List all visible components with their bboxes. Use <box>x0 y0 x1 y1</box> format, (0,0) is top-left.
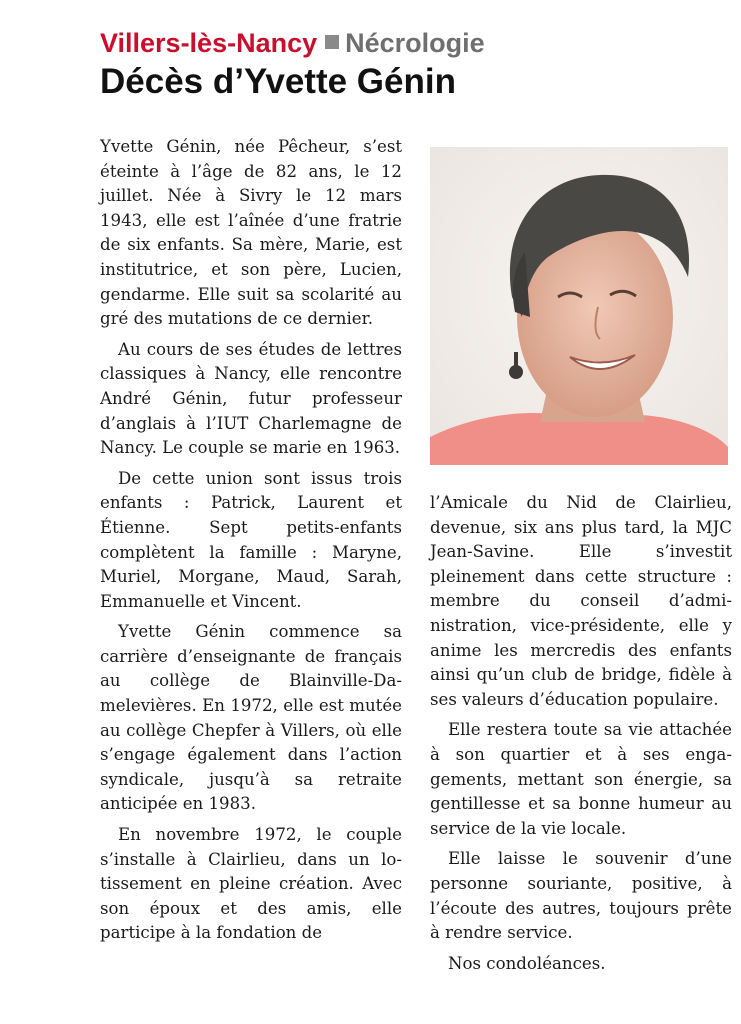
article-paragraph: Elle laisse le souvenir d’une personne souriante, positive, à l’écoute des autres, toujours prête à rendre service. <box>430 849 732 943</box>
article-paragraph: Au cours de ses études de lettres classiques à Nancy, elle rencontre André Génin, futur professeur d’anglais à l’IUT Charlemagne de Nancy. Le couple se marie en 1963. <box>100 339 402 458</box>
location-label: Villers-lès-Nancy <box>100 28 318 58</box>
rubric-label: Nécrologie <box>345 28 485 58</box>
separator-square-icon <box>325 35 339 49</box>
article-column-right <box>430 491 732 982</box>
article-column-left <box>100 135 402 952</box>
portrait-image <box>430 147 728 465</box>
article-paragraph: Elle restera toute sa vie attachée à son quartier et à ses engagements, mettant son énergie, sa gentillesse et sa bonne humeur au service de la vie locale. <box>430 720 732 838</box>
article-paragraph: En novembre 1972, le couple s’installe à Clairlieu, dans un lotissement en pleine création. Avec son époux et des amis, elle participe à la fondation de <box>100 825 402 943</box>
article-headline: Décès d’Yvette Génin <box>100 62 456 101</box>
article-paragraph: Yvette Génin, née Pêcheur, s’est éteinte à l’âge de 82 ans, le 12 juillet. Née à Sivry le 12 mars 1943, elle est l’aînée d’une fratrie de six enfants. Sa mère, Marie, est institutrice, et son père, Lucien, gendarme. Elle suit sa scolarité au gré des mutations de ce dernier. <box>100 137 402 329</box>
article-paragraph: l’Amicale du Nid de Clairlieu, devenue, six ans plus tard, la MJC Jean-Savine. Elle s’investit pleinement dans cette structure : membre du conseil d’administration, vice-présidente, elle y anime les mercredis des enfants ainsi qu’un club de bridge, fidèle à ses valeurs d’éducation populaire. <box>430 493 732 709</box>
article-paragraph: De cette union sont issus trois enfants : Patrick, Laurent et Étienne. Sept petits-enfants complètent la famille : Maryne, Muriel, Morgane, Maud, Sarah, Emmanuelle et Vincent. <box>100 468 402 611</box>
article-kicker <box>100 26 485 60</box>
portrait-photo <box>430 147 728 465</box>
article-paragraph: Yvette Génin commence sa carrière d’enseignante de français au collège de Blainville-Damelevières. En 1972, elle est mutée au collège Chepfer à Villers, où elle s’engage également dans l’action syndicale, jusqu’à sa retraite anticipée en 1983. <box>100 622 402 814</box>
article-paragraph: Nos condoléances. <box>448 953 606 973</box>
